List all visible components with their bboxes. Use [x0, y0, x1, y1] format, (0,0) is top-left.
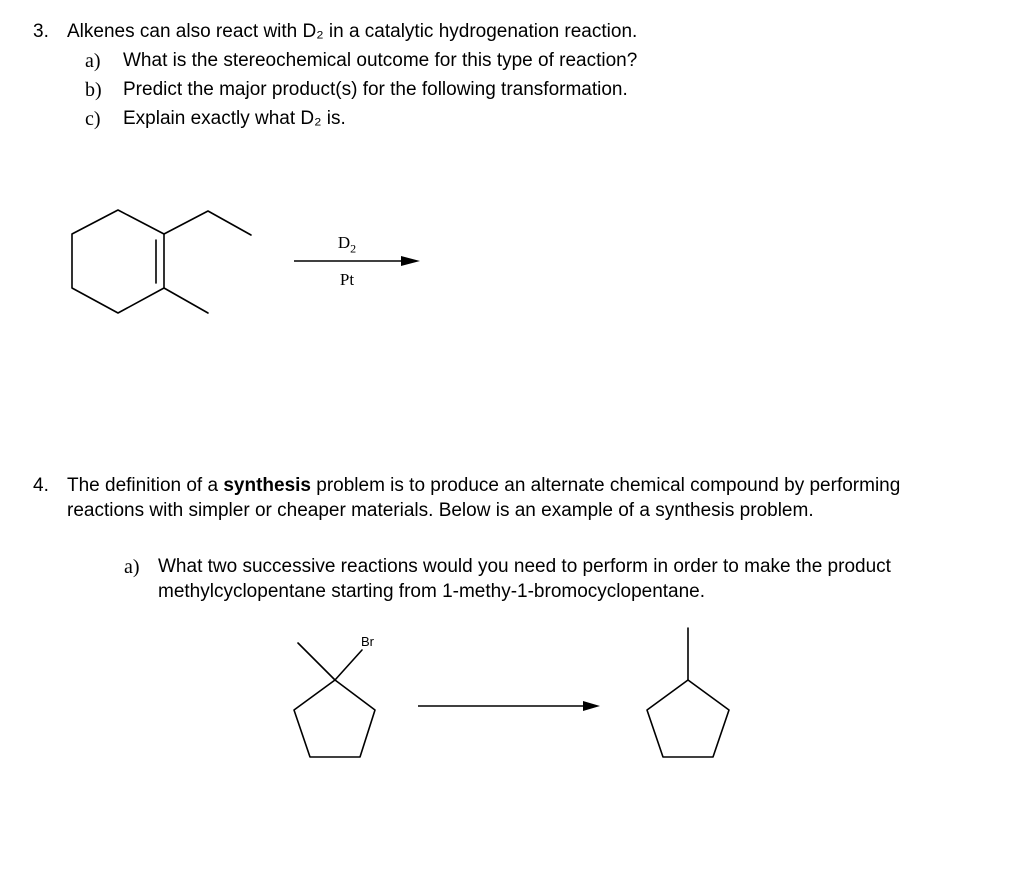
q4-part-a-label: a) [124, 556, 140, 578]
q3-part-a-label: a) [85, 50, 101, 72]
q3-prompt: Alkenes can also react with D₂ in a catalytic hydrogenation reaction. [67, 21, 638, 42]
q3-number: 3. [33, 21, 49, 42]
q4-number: 4. [33, 475, 49, 496]
q3-part-b-text: Predict the major product(s) for the following transformation. [123, 79, 628, 100]
q4-synthesis-arrow [418, 701, 600, 711]
q3-part-c-text: Explain exactly what D₂ is. [123, 108, 346, 129]
q3-reagent-bottom: Pt [339, 270, 355, 289]
starting-methyl-group [298, 643, 335, 680]
starting-cyclopentane-ring [294, 680, 375, 757]
q4-line2: reactions with simpler or cheaper materials. Below is an example of a synthesis problem. [67, 500, 814, 521]
q3-part-c-label: c) [85, 108, 101, 130]
q4-line1: The definition of a synthesis problem is to produce an alternate chemical compound by performing [67, 475, 901, 496]
q3-part-a-text: What is the stereochemical outcome for this type of reaction? [123, 50, 638, 71]
bromine-bond [335, 650, 362, 680]
q4-part-a-line1: What two successive reactions would you need to perform in order to make the product [158, 556, 891, 577]
product-cyclopentane-ring [647, 680, 729, 757]
q3-reagent-top: $D_2$ [337, 233, 357, 256]
q4-part-a-line2: methylcyclopentane starting from 1-methy-1-bromocyclopentane. [158, 581, 706, 602]
q3-part-b-label: b) [85, 79, 102, 101]
bromine-label: Br [361, 634, 374, 649]
